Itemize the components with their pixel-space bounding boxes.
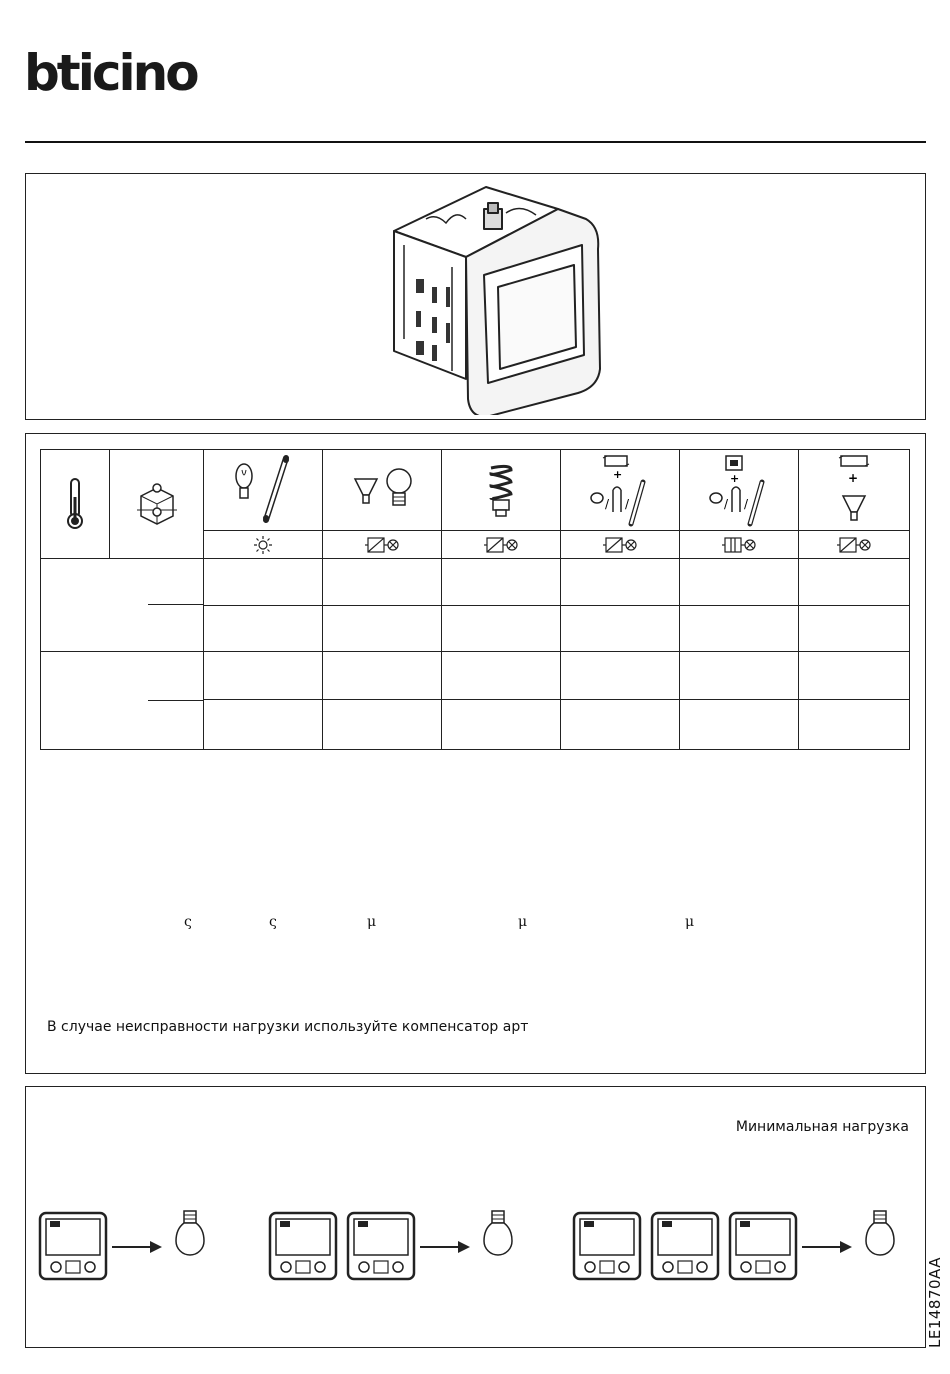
- dimmer-module-icon: [652, 1213, 718, 1279]
- symbol-cell-5: [680, 531, 799, 559]
- minimum-load-panel: [25, 1086, 926, 1348]
- svg-text:/: /: [744, 497, 749, 511]
- fault-note: В случае неисправности нагрузки используйте компенсатор арт: [47, 1019, 529, 1035]
- dimmer-module-icon: [270, 1213, 336, 1279]
- transformer-lamp-symbol: [483, 536, 519, 554]
- transformer-lamp-symbol: [602, 536, 638, 554]
- svg-text:+: +: [848, 471, 859, 485]
- symbol-cell-3: [442, 531, 561, 559]
- diagram-three-devices: [572, 1207, 912, 1287]
- data-cell: [799, 652, 910, 700]
- data-cell: [561, 559, 680, 606]
- bulb-icon: [866, 1211, 894, 1255]
- dimmer-module-icon: [574, 1213, 640, 1279]
- data-cell: [680, 605, 799, 652]
- fluorescent-ferromagnetic-header: [680, 450, 799, 531]
- svg-text:/: /: [605, 497, 610, 511]
- led-lamps-icon: [347, 465, 417, 515]
- data-cell: [680, 652, 799, 700]
- svg-text:/: /: [724, 497, 729, 511]
- cfl-icon: [481, 460, 521, 520]
- terminal-screw-icon: [135, 482, 179, 526]
- incandescent-header: [204, 450, 323, 531]
- bulb-icon: [484, 1211, 512, 1255]
- svg-text:/: /: [625, 497, 630, 511]
- header-divider: [25, 141, 926, 143]
- data-cell: [204, 559, 323, 606]
- min-load-label: Минимальная нагрузка: [735, 1119, 909, 1135]
- data-cell: [799, 605, 910, 652]
- dimmer-module-icon: [40, 1213, 106, 1279]
- transformer-lamp-symbol: [364, 536, 400, 554]
- spec-mark: μ: [518, 914, 528, 930]
- dimmer-module-icon: [730, 1213, 796, 1279]
- data-cell: [680, 700, 799, 750]
- diagram-two-devices: [268, 1207, 528, 1287]
- data-cell: [561, 700, 680, 750]
- data-cell: [442, 559, 561, 606]
- row-group-1-label: [41, 559, 204, 652]
- data-cell: [323, 652, 442, 700]
- data-cell: [323, 559, 442, 606]
- diagram-one-device: [38, 1207, 238, 1287]
- data-cell: [204, 652, 323, 700]
- fluorescent-ferromagnetic-icon: [704, 452, 774, 528]
- spec-mark: ς: [184, 914, 192, 930]
- terminal-header: [110, 450, 204, 559]
- transformer-lamp-symbol: [836, 536, 872, 554]
- product-panel: [25, 173, 926, 420]
- data-cell: [323, 700, 442, 750]
- product-device-illustration: [386, 179, 626, 415]
- electronic-transformer-lamp-symbol: [721, 536, 757, 554]
- brand-logo: bticino: [24, 44, 197, 102]
- bulb-icon: [176, 1211, 204, 1255]
- symbol-cell-4: [561, 531, 680, 559]
- data-cell: [561, 605, 680, 652]
- symbol-cell-1: [204, 531, 323, 559]
- svg-text:+: +: [613, 468, 623, 481]
- led-driver-icon: [829, 452, 879, 528]
- cfl-header: [442, 450, 561, 531]
- data-cell: [680, 559, 799, 606]
- spec-mark: μ: [685, 914, 695, 930]
- data-cell: [442, 605, 561, 652]
- symbol-cell-2: [323, 531, 442, 559]
- data-cell: [799, 559, 910, 606]
- sun-symbol: [253, 535, 273, 555]
- data-cell: [204, 605, 323, 652]
- data-cell: [204, 700, 323, 750]
- data-cell: [323, 605, 442, 652]
- row-group-2-label: [41, 652, 204, 750]
- data-cell: [561, 652, 680, 700]
- spec-mark: ς: [269, 914, 277, 930]
- incandescent-halogen-icon: [228, 454, 298, 526]
- led-header: [323, 450, 442, 531]
- data-cell: [442, 652, 561, 700]
- symbol-cell-6: [799, 531, 910, 559]
- fluorescent-ballast-header: [561, 450, 680, 531]
- temperature-header: [41, 450, 110, 559]
- data-cell: [442, 700, 561, 750]
- led-driver-header: [799, 450, 910, 531]
- load-table-panel: [25, 433, 926, 1074]
- dimmer-module-icon: [348, 1213, 414, 1279]
- data-cell: [799, 700, 910, 750]
- spec-mark: μ: [367, 914, 377, 930]
- document-code: LE14870AA: [926, 1257, 944, 1348]
- thermometer-icon: [63, 477, 87, 531]
- svg-text:+: +: [730, 472, 740, 485]
- fluorescent-ballast-icon: [585, 452, 655, 528]
- load-compatibility-table: [40, 449, 910, 750]
